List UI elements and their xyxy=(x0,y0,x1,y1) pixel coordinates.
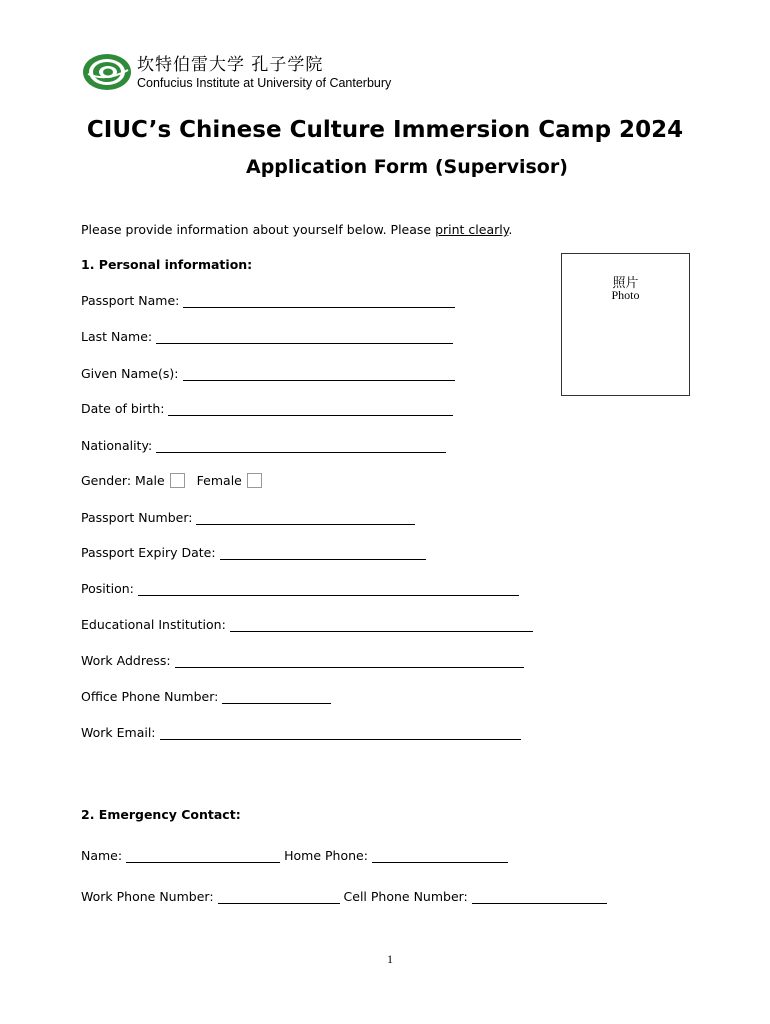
photo-label-cn: 照片 xyxy=(612,276,639,291)
position-label: Position: xyxy=(81,581,134,596)
gender-label: Gender: xyxy=(81,473,132,488)
institution-row xyxy=(81,616,533,632)
last-name-row xyxy=(81,328,453,344)
home-phone-label: Home Phone: xyxy=(284,848,368,863)
institution-label: Educational Institution: xyxy=(81,617,226,632)
passport-expiry-label: Passport Expiry Date: xyxy=(81,545,216,560)
page-title: CIUC’s Chinese Culture Immersion Camp 2024 xyxy=(86,117,684,143)
passport-expiry-field[interactable] xyxy=(220,546,426,560)
nationality-row xyxy=(81,437,446,453)
work-address-label: Work Address: xyxy=(81,653,171,668)
position-field[interactable] xyxy=(138,582,519,596)
gender-female-label: Female xyxy=(196,473,242,488)
intro-end: . xyxy=(508,222,513,237)
work-email-label: Work Email: xyxy=(81,725,156,740)
gender-female-checkbox[interactable] xyxy=(247,473,262,488)
institution-field[interactable] xyxy=(230,618,533,632)
passport-name-label: Passport Name: xyxy=(81,293,180,308)
work-email-field[interactable] xyxy=(160,726,521,740)
work-phone-label: Work Phone Number: xyxy=(81,889,214,904)
emergency-name-label: Name: xyxy=(81,848,123,863)
section-personal-info-heading: 1. Personal information: xyxy=(81,257,253,272)
work-address-field[interactable] xyxy=(175,654,524,668)
passport-number-row xyxy=(81,509,415,525)
emergency-phones-row xyxy=(81,888,607,904)
office-phone-label: Office Phone Number: xyxy=(81,689,219,704)
dob-row xyxy=(81,400,453,416)
page-subtitle: Application Form (Supervisor) xyxy=(246,156,568,178)
institute-logo xyxy=(82,48,402,96)
passport-number-label: Passport Number: xyxy=(81,510,193,525)
intro-text xyxy=(81,222,512,237)
passport-expiry-row xyxy=(81,544,426,560)
given-names-field[interactable] xyxy=(183,367,455,381)
given-names-label: Given Name(s): xyxy=(81,366,179,381)
home-phone-field[interactable] xyxy=(372,849,508,863)
intro-main: Please provide information about yourself below. Please xyxy=(81,222,436,237)
emergency-name-row xyxy=(81,847,508,863)
photo-box[interactable] xyxy=(561,253,690,396)
cell-phone-field[interactable] xyxy=(472,890,607,904)
given-names-row xyxy=(81,365,455,381)
work-address-row xyxy=(81,652,524,668)
logo-english-text: Confucius Institute at University of Canterbury xyxy=(137,76,392,90)
gender-row xyxy=(81,472,274,488)
passport-number-field[interactable] xyxy=(196,511,415,525)
gender-male-label: Male xyxy=(135,473,165,488)
cell-phone-label: Cell Phone Number: xyxy=(343,889,468,904)
dob-field[interactable] xyxy=(168,402,453,416)
nationality-field[interactable] xyxy=(156,439,446,453)
last-name-label: Last Name: xyxy=(81,329,153,344)
emergency-name-field[interactable] xyxy=(126,849,280,863)
logo-chinese-text: 坎特伯雷大学 孔子学院 xyxy=(137,55,324,75)
last-name-field[interactable] xyxy=(156,330,453,344)
page-number: 1 xyxy=(387,952,393,966)
gender-male-checkbox[interactable] xyxy=(170,473,185,488)
work-phone-field[interactable] xyxy=(218,890,340,904)
nationality-label: Nationality: xyxy=(81,438,153,453)
photo-label-en: Photo xyxy=(611,288,640,302)
confucius-institute-emblem-icon xyxy=(82,52,134,92)
work-email-row xyxy=(81,724,521,740)
dob-label: Date of birth: xyxy=(81,401,165,416)
intro-emphasis: print clearly xyxy=(435,222,509,237)
office-phone-row xyxy=(81,688,331,704)
passport-name-field[interactable] xyxy=(183,294,455,308)
position-row xyxy=(81,580,519,596)
office-phone-field[interactable] xyxy=(222,690,331,704)
section-emergency-contact-heading: 2. Emergency Contact: xyxy=(81,807,241,822)
passport-name-row xyxy=(81,292,455,308)
